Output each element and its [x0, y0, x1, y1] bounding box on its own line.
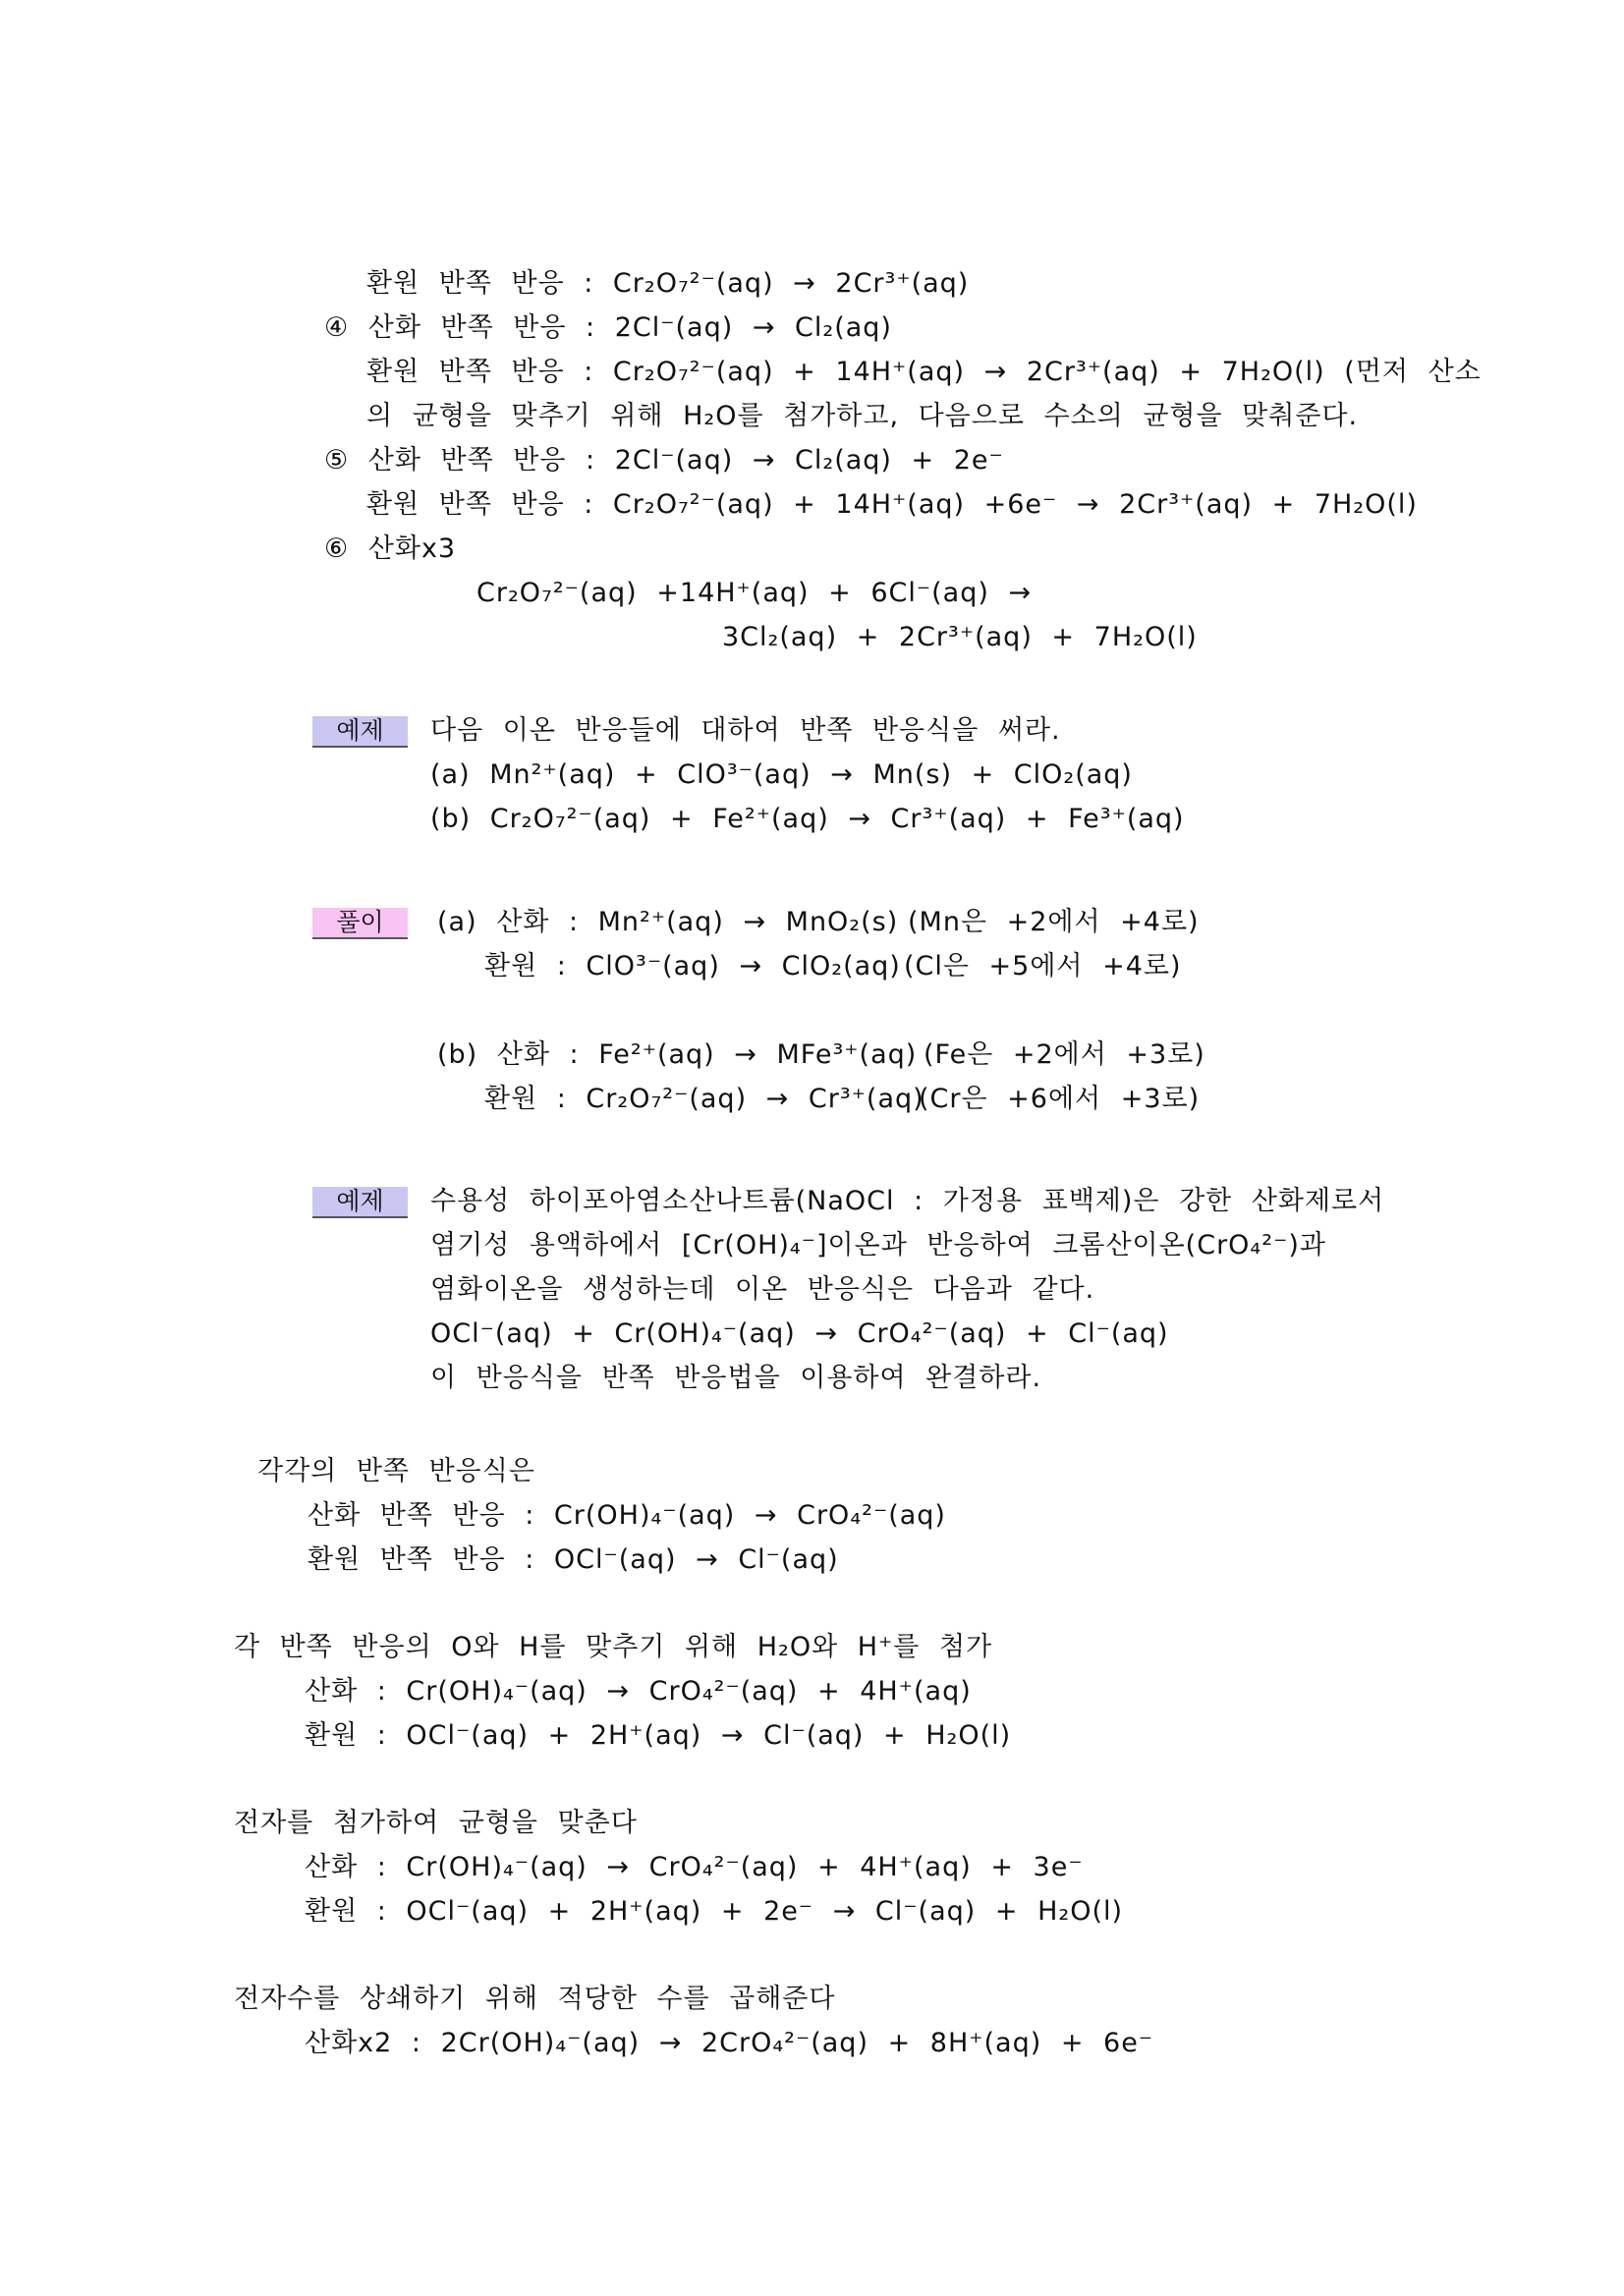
example-text: 염화이온을 생성하는데 이온 반응식은 다음과 같다. [430, 1274, 1095, 1305]
solution-line: (b) 산화 : Fe²⁺(aq) → MFe³⁺(aq) [437, 1039, 918, 1070]
solution-note: (Mn은 +2에서 +4로) [908, 907, 1200, 937]
equation-line: 3Cl₂(aq) + 2Cr³⁺(aq) + 7H₂O(l) [722, 622, 1198, 652]
solution-note: (Cl은 +5에서 +4로) [904, 951, 1182, 981]
example-tag: 예제 [312, 1187, 408, 1218]
text-line: 환원 반쪽 반응 : Cr₂O₇²⁻(aq) + 14H⁺(aq) → 2Cr³⁺(aq) + 7H₂O(l) (먼저 산소 [366, 357, 1482, 387]
text-line: 산화 반쪽 반응 : Cr(OH)₄⁻(aq) → CrO₄²⁻(aq) [308, 1500, 946, 1531]
text-line: 산화x2 : 2Cr(OH)₄⁻(aq) → 2CrO₄²⁻(aq) + 8H⁺(aq) + 6e⁻ [305, 2028, 1154, 2058]
text-line: 환원 반쪽 반응 : OCl⁻(aq) → Cl⁻(aq) [308, 1544, 839, 1575]
example-item: (b) Cr₂O₇²⁻(aq) + Fe²⁺(aq) → Cr³⁺(aq) + Fe³⁺(aq) [430, 804, 1185, 834]
example-text: 염기성 용액하에서 [Cr(OH)₄⁻]이온과 반응하여 크롬산이온(CrO₄²⁻)과 [430, 1230, 1326, 1260]
example-text: 수용성 하이포아염소산나트륨(NaOCl : 가정용 표백제)은 강한 산화제로서 [430, 1186, 1385, 1216]
equation-line: Cr₂O₇²⁻(aq) +14H⁺(aq) + 6Cl⁻(aq) → [476, 578, 1033, 608]
solution-line: 환원 : ClO³⁻(aq) → ClO₂(aq) [484, 951, 901, 981]
solution-note: (Fe은 +2에서 +3로) [924, 1039, 1205, 1070]
solution-note: (Cr은 +6에서 +3로) [919, 1084, 1201, 1114]
text-line: 산화 : Cr(OH)₄⁻(aq) → CrO₄²⁻(aq) + 4H⁺(aq) [305, 1676, 972, 1707]
example-question: 다음 이온 반응들에 대하여 반쪽 반응식을 써라. [430, 715, 1061, 746]
solution-line: (a) 산화 : Mn²⁺(aq) → MnO₂(s) [437, 907, 899, 937]
text-line: ⑤ 산화 반쪽 반응 : 2Cl⁻(aq) → Cl₂(aq) + 2e⁻ [324, 445, 1004, 476]
solution-line: 환원 : Cr₂O₇²⁻(aq) → Cr³⁺(aq) [484, 1084, 924, 1114]
example-item: (a) Mn²⁺(aq) + ClO³⁻(aq) → Mn(s) + ClO₂(aq) [430, 759, 1133, 790]
text-line: 환원 반쪽 반응 : Cr₂O₇²⁻(aq) + 14H⁺(aq) +6e⁻ → 2Cr³⁺(aq) + 7H₂O(l) [366, 489, 1418, 520]
example-text: 이 반응식을 반쪽 반응법을 이용하여 완결하라. [430, 1363, 1042, 1393]
example-equation: OCl⁻(aq) + Cr(OH)₄⁻(aq) → CrO₄²⁻(aq) + Cl⁻(aq) [430, 1318, 1169, 1349]
text-line: 환원 반쪽 반응 : Cr₂O₇²⁻(aq) → 2Cr³⁺(aq) [366, 268, 970, 299]
section-heading: 각 반쪽 반응의 O와 H를 맞추기 위해 H₂O와 H⁺를 첨가 [234, 1632, 993, 1662]
text-line: 환원 : OCl⁻(aq) + 2H⁺(aq) + 2e⁻ → Cl⁻(aq) + H₂O(l) [305, 1896, 1124, 1927]
solution-tag: 풀이 [312, 908, 408, 939]
text-line: 산화 : Cr(OH)₄⁻(aq) → CrO₄²⁻(aq) + 4H⁺(aq) + 3e⁻ [305, 1852, 1084, 1882]
section-heading: 각각의 반쪽 반응식은 [257, 1456, 535, 1486]
text-line: ⑥ 산화x3 [324, 533, 457, 564]
example-tag: 예제 [312, 716, 408, 748]
text-line: 환원 : OCl⁻(aq) + 2H⁺(aq) → Cl⁻(aq) + H₂O(l) [305, 1720, 1012, 1751]
section-heading: 전자를 첨가하여 균형을 맞춘다 [234, 1808, 638, 1838]
text-line: ④ 산화 반쪽 반응 : 2Cl⁻(aq) → Cl₂(aq) [324, 312, 892, 343]
section-heading: 전자수를 상쇄하기 위해 적당한 수를 곱해준다 [234, 1984, 836, 2014]
text-line: 의 균형을 맞추기 위해 H₂O를 첨가하고, 다음으로 수소의 균형을 맞춰준다. [366, 401, 1359, 431]
